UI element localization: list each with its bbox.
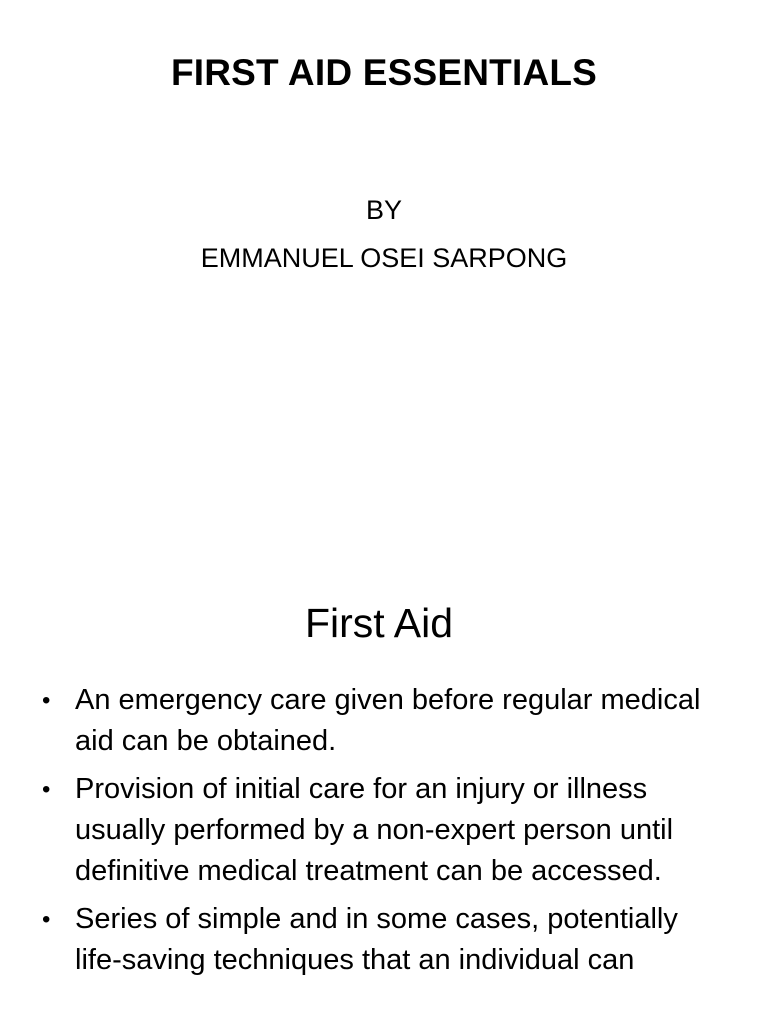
bullet-item: [42, 680, 732, 762]
presentation-title: FIRST AID ESSENTIALS: [170, 52, 598, 93]
bullet-list: [42, 680, 732, 988]
bullet-text: An emergency care given before regular medical aid can be obtained.: [75, 684, 701, 757]
bullet-text: Series of simple and in some cases, potentially life-saving techniques that an individual can: [75, 903, 678, 976]
slide-title: First Aid: [304, 600, 454, 646]
bullet-icon: •: [42, 687, 51, 714]
first-aid-slide: [0, 560, 768, 1024]
by-label: BY: [365, 195, 403, 225]
bullet-item: [42, 899, 732, 981]
author-name: EMMANUEL OSEI SARPONG: [200, 243, 568, 273]
bullet-text: Provision of initial care for an injury or illness usually performed by a non-expert person until definitive medical treatment can be accessed.: [75, 773, 674, 887]
bullet-icon: •: [42, 906, 51, 933]
bullet-icon: •: [42, 776, 51, 803]
bullet-item: [42, 769, 732, 892]
